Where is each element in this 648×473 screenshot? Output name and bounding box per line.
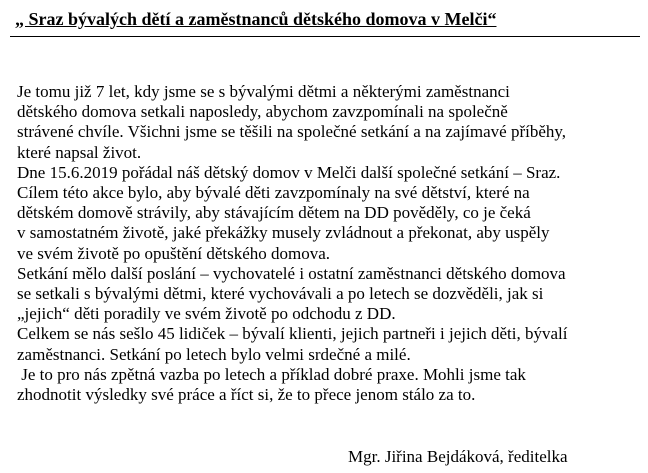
body-line: Je to pro nás zpětná vazba po letech a příklad dobré praxe. Mohli jsme tak — [17, 364, 526, 384]
body-line: Dne 15.6.2019 pořádal náš dětský domov v Melči další společné setkání – Sraz. — [17, 162, 561, 182]
body-line: dětského domova setkali naposledy, abychom zavzpomínali na společně — [17, 102, 508, 122]
body-line: Setkání mělo další poslání – vychovatelé i ostatní zaměstnanci dětského domova — [17, 263, 566, 283]
body-line: zaměstnanci. Setkání po letech bylo velmi srdečné a milé. — [17, 344, 411, 364]
body-line: Je tomu již 7 let, kdy jsme se s bývalými dětmi a některými zaměstnanci — [17, 82, 510, 101]
body-line: v samostatném životě, jaké překážky musely zvládnout a překonat, aby uspěly — [17, 223, 550, 243]
document-body — [17, 82, 637, 405]
document-title: „ Sraz bývalých dětí a zaměstnanců dětského domova v Melči“ — [15, 9, 497, 29]
signature: Mgr. Jiřina Bejdáková, ředitelka — [348, 447, 568, 466]
body-line: „jejich“ děti poradily ve svém životě po odchodu z DD. — [17, 304, 396, 324]
body-line: strávené chvíle. Všichni jsme se těšili na společné setkání a na zajímavé příběhy, — [17, 122, 567, 142]
body-line: ve svém životě po opuštění dětského domova. — [17, 243, 331, 263]
body-line: Cílem této akce bylo, aby bývalé děti zavzpomínaly na své dětství, které na — [17, 183, 530, 203]
body-line: Celkem se nás sešlo 45 lidiček – bývalí klienti, jejich partneři i jejich děti, bývalí — [17, 324, 568, 344]
body-line: zhodnotit výsledky své práce a říct si, že to přece jenom stálo za to. — [17, 385, 476, 405]
body-line: se setkali s bývalými dětmi, které vychovávali a po letech se dozvěděli, jak si — [17, 284, 544, 304]
title-underline-rule — [10, 36, 640, 37]
body-line: dětském domově strávily, aby stávajícím dětem na DD pověděly, co je čeká — [17, 203, 531, 223]
body-line: které napsal život. — [17, 142, 142, 162]
